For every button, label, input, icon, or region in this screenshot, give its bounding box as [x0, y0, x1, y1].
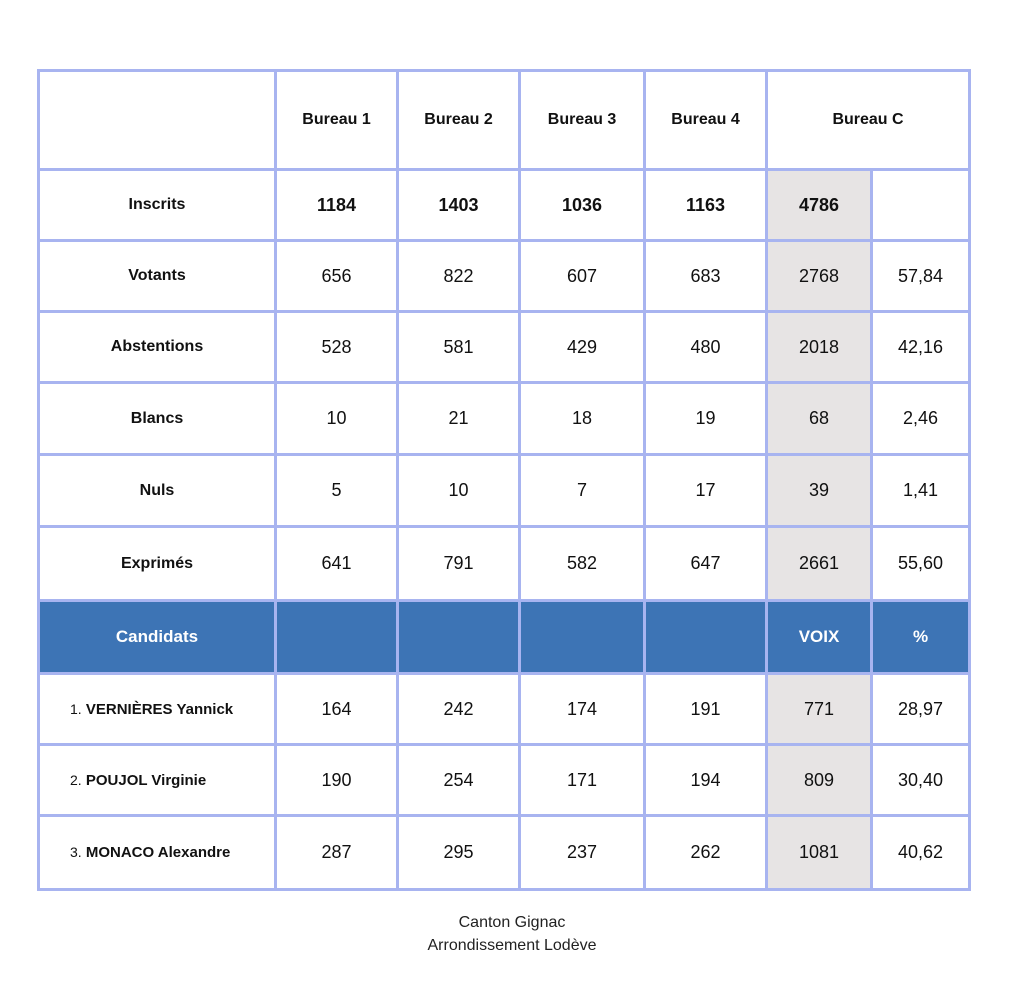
table-cell: 242: [398, 674, 520, 745]
table-cell: 1184: [276, 170, 398, 241]
table-row-nuls: [39, 455, 970, 527]
table-cell: 7: [520, 455, 645, 527]
results-table: [37, 69, 971, 891]
candidate-number: 3.: [70, 844, 82, 860]
candidate-name-cell: [39, 745, 276, 816]
table-cell: 295: [398, 816, 520, 890]
arrondissement-label: Arrondissement Lodève: [427, 937, 597, 954]
table-cell: 19: [645, 383, 767, 455]
table-cell: 528: [276, 312, 398, 383]
candidate-name-cell: [39, 674, 276, 745]
candidates-header-empty-cell: [276, 601, 398, 674]
header-row: [39, 71, 970, 170]
table-cell: 582: [520, 527, 645, 601]
percent-cell: 1,41: [872, 455, 970, 527]
column-header-bureau-4: Bureau 4: [645, 71, 767, 170]
total-cell: 39: [767, 455, 872, 527]
percent-cell: 42,16: [872, 312, 970, 383]
table-cell: 190: [276, 745, 398, 816]
table-cell: 10: [276, 383, 398, 455]
voix-cell: 771: [767, 674, 872, 745]
table-cell: 5: [276, 455, 398, 527]
candidate-number: 2.: [70, 771, 82, 788]
percent-cell: 40,62: [872, 816, 970, 890]
table-cell: 194: [645, 745, 767, 816]
table-cell: 791: [398, 527, 520, 601]
percent-cell: 28,97: [872, 674, 970, 745]
row-label: Exprimés: [39, 527, 276, 601]
total-cell: 4786: [767, 170, 872, 241]
table-cell: 1163: [645, 170, 767, 241]
table-cell: 683: [645, 241, 767, 312]
table-cell: 17: [645, 455, 767, 527]
row-label: Inscrits: [39, 170, 276, 241]
row-label: Blancs: [39, 383, 276, 455]
candidate-name: POUJOL Virginie: [85, 771, 207, 789]
voix-cell: 809: [767, 745, 872, 816]
candidate-row-3: [39, 816, 970, 890]
footer: [0, 911, 1024, 957]
percent-cell: 2,46: [872, 383, 970, 455]
row-label: Abstentions: [39, 312, 276, 383]
total-cell: 2018: [767, 312, 872, 383]
table-cell: 262: [645, 816, 767, 890]
table-cell: 647: [645, 527, 767, 601]
total-cell: 2661: [767, 527, 872, 601]
candidates-header-row: [39, 601, 970, 674]
candidate-number: 1.: [70, 700, 82, 717]
percent-cell: [872, 170, 970, 241]
total-cell: 2768: [767, 241, 872, 312]
table-cell: 656: [276, 241, 398, 312]
candidates-header-empty-cell: [398, 601, 520, 674]
table-cell: 191: [645, 674, 767, 745]
voix-header: VOIX: [767, 601, 872, 674]
header-corner-cell: [39, 71, 276, 170]
table-cell: 607: [520, 241, 645, 312]
candidate-row-2: [39, 745, 970, 816]
table-cell: 237: [520, 816, 645, 890]
candidates-header-label: Candidats: [39, 601, 276, 674]
table-cell: 1403: [398, 170, 520, 241]
table-cell: 18: [520, 383, 645, 455]
column-header-bureau-1: Bureau 1: [276, 71, 398, 170]
percent-header: %: [872, 601, 970, 674]
table-cell: 641: [276, 527, 398, 601]
row-label: Votants: [39, 241, 276, 312]
column-header-bureau-3: Bureau 3: [520, 71, 645, 170]
table-row-exprimes: [39, 527, 970, 601]
row-label: Nuls: [39, 455, 276, 527]
table-row-votants: [39, 241, 970, 312]
table-cell: 164: [276, 674, 398, 745]
table-row-inscrits: [39, 170, 970, 241]
candidates-header-empty-cell: [520, 601, 645, 674]
table-row-abstentions: [39, 312, 970, 383]
table-cell: 429: [520, 312, 645, 383]
percent-cell: 30,40: [872, 745, 970, 816]
table-cell: 21: [398, 383, 520, 455]
voix-cell: 1081: [767, 816, 872, 890]
canton-label: Canton Gignac: [458, 914, 566, 931]
table-cell: 1036: [520, 170, 645, 241]
table-cell: 581: [398, 312, 520, 383]
candidate-name: VERNIÈRES Yannick: [85, 700, 234, 718]
candidate-name: MONACO Alexandre: [85, 844, 231, 861]
table-cell: 480: [645, 312, 767, 383]
table-cell: 10: [398, 455, 520, 527]
total-cell: 68: [767, 383, 872, 455]
table-row-blancs: [39, 383, 970, 455]
column-header-bureau-c: Bureau C: [767, 71, 970, 170]
table-cell: 171: [520, 745, 645, 816]
percent-cell: 55,60: [872, 527, 970, 601]
candidates-header-empty-cell: [645, 601, 767, 674]
table-cell: 287: [276, 816, 398, 890]
column-header-bureau-2: Bureau 2: [398, 71, 520, 170]
candidate-name-cell: [39, 816, 276, 890]
candidate-row-1: [39, 674, 970, 745]
table-cell: 254: [398, 745, 520, 816]
table-cell: 174: [520, 674, 645, 745]
percent-cell: 57,84: [872, 241, 970, 312]
table-cell: 822: [398, 241, 520, 312]
